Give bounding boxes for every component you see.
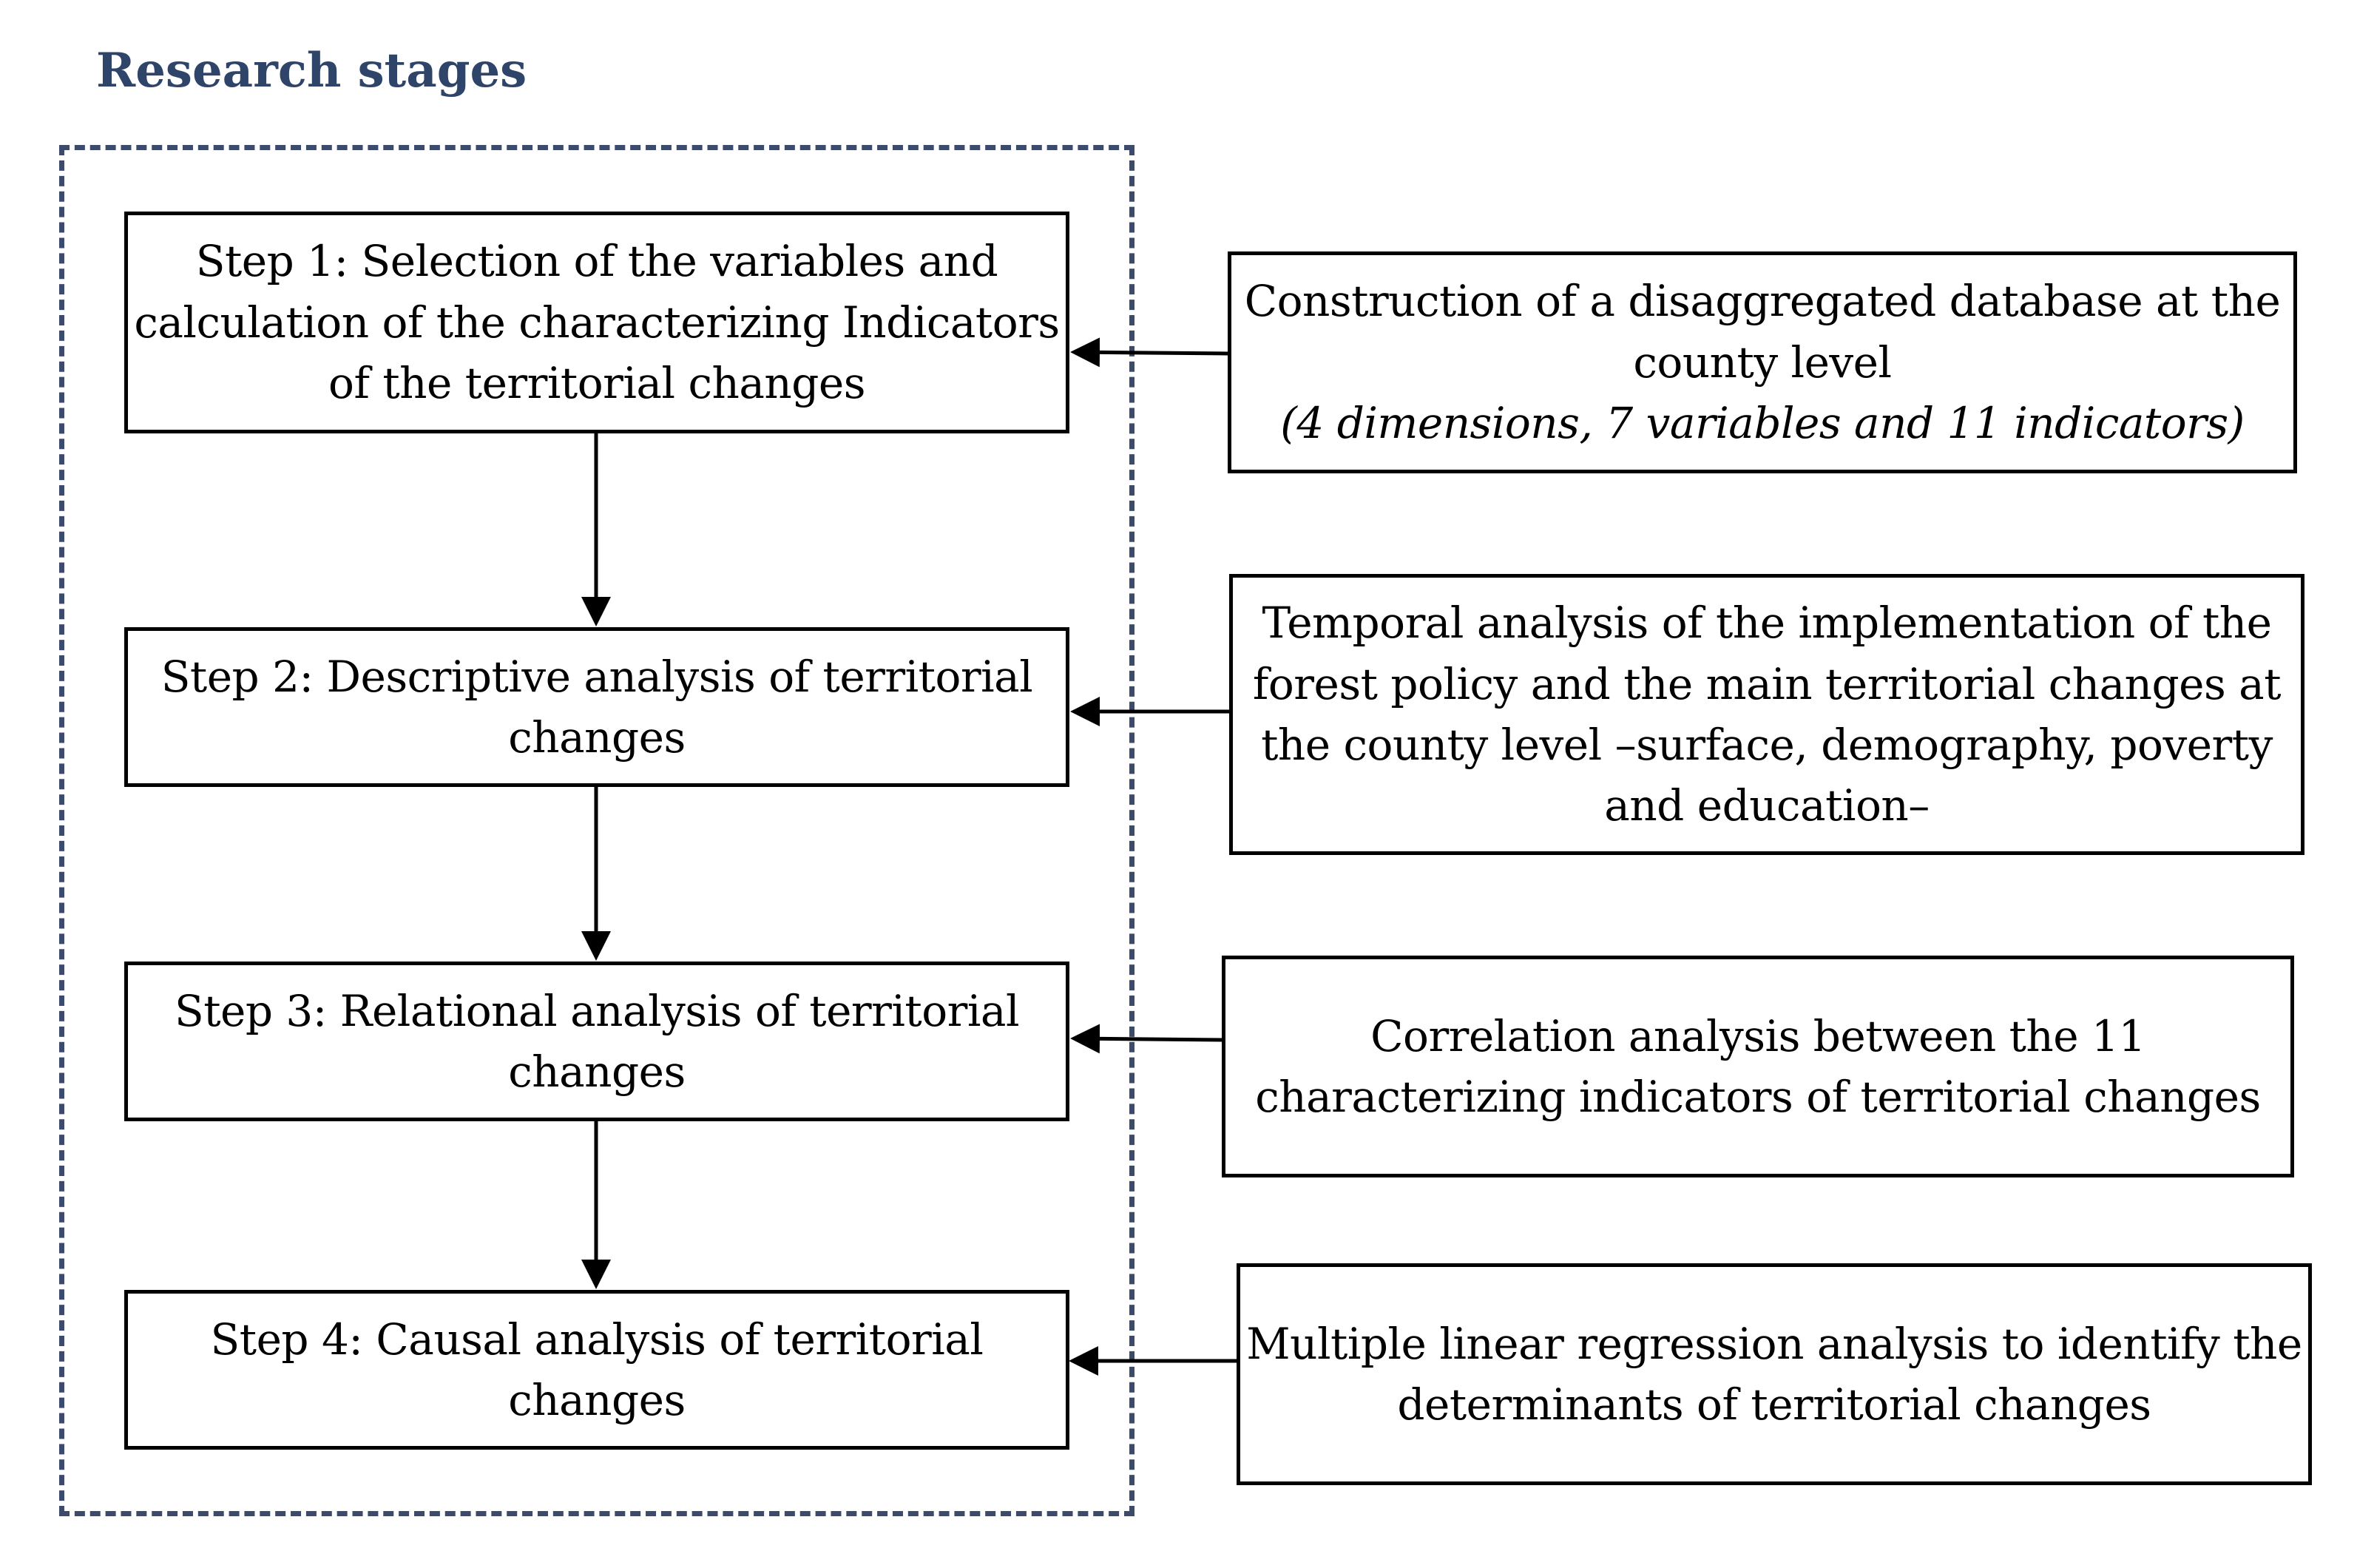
step-1-box bbox=[124, 212, 1069, 433]
activity-2-box bbox=[1229, 574, 2304, 855]
step-3-box bbox=[124, 962, 1069, 1121]
step-2-box bbox=[124, 627, 1069, 787]
step-2-label: Step 2: Descriptive analysis of territorial changes bbox=[160, 651, 1033, 763]
activity-1-label: Construction of a disaggregated database at the county level bbox=[1244, 276, 2281, 388]
step-3-label: Step 3: Relational analysis of territorial changes bbox=[174, 985, 1020, 1097]
activity-3-box bbox=[1222, 956, 2294, 1177]
activity-1-sublabel: (4 dimensions, 7 variables and 11 indicators) bbox=[1280, 398, 2245, 449]
activity-2-label: Temporal analysis of the implementation of the forest policy and the main territorial changes at the county level –surface, demography, poverty and education– bbox=[1252, 598, 2282, 831]
activity-4-box bbox=[1237, 1263, 2312, 1485]
step-4-label: Step 4: Causal analysis of territorial changes bbox=[210, 1314, 984, 1425]
diagram-title: Research stages bbox=[96, 43, 527, 98]
activity-1-text bbox=[1231, 271, 2293, 453]
activity-3-label: Correlation analysis between the 11 characterizing indicators of territorial changes bbox=[1255, 1010, 2261, 1122]
activity-1-box bbox=[1228, 251, 2297, 473]
activity-4-label: Multiple linear regression analysis to identify the determinants of territorial changes bbox=[1246, 1318, 2302, 1430]
step-1-label: Step 1: Selection of the variables and calculation of the characterizing Indicators of the territorial changes bbox=[134, 236, 1060, 409]
step-4-box bbox=[124, 1290, 1069, 1450]
